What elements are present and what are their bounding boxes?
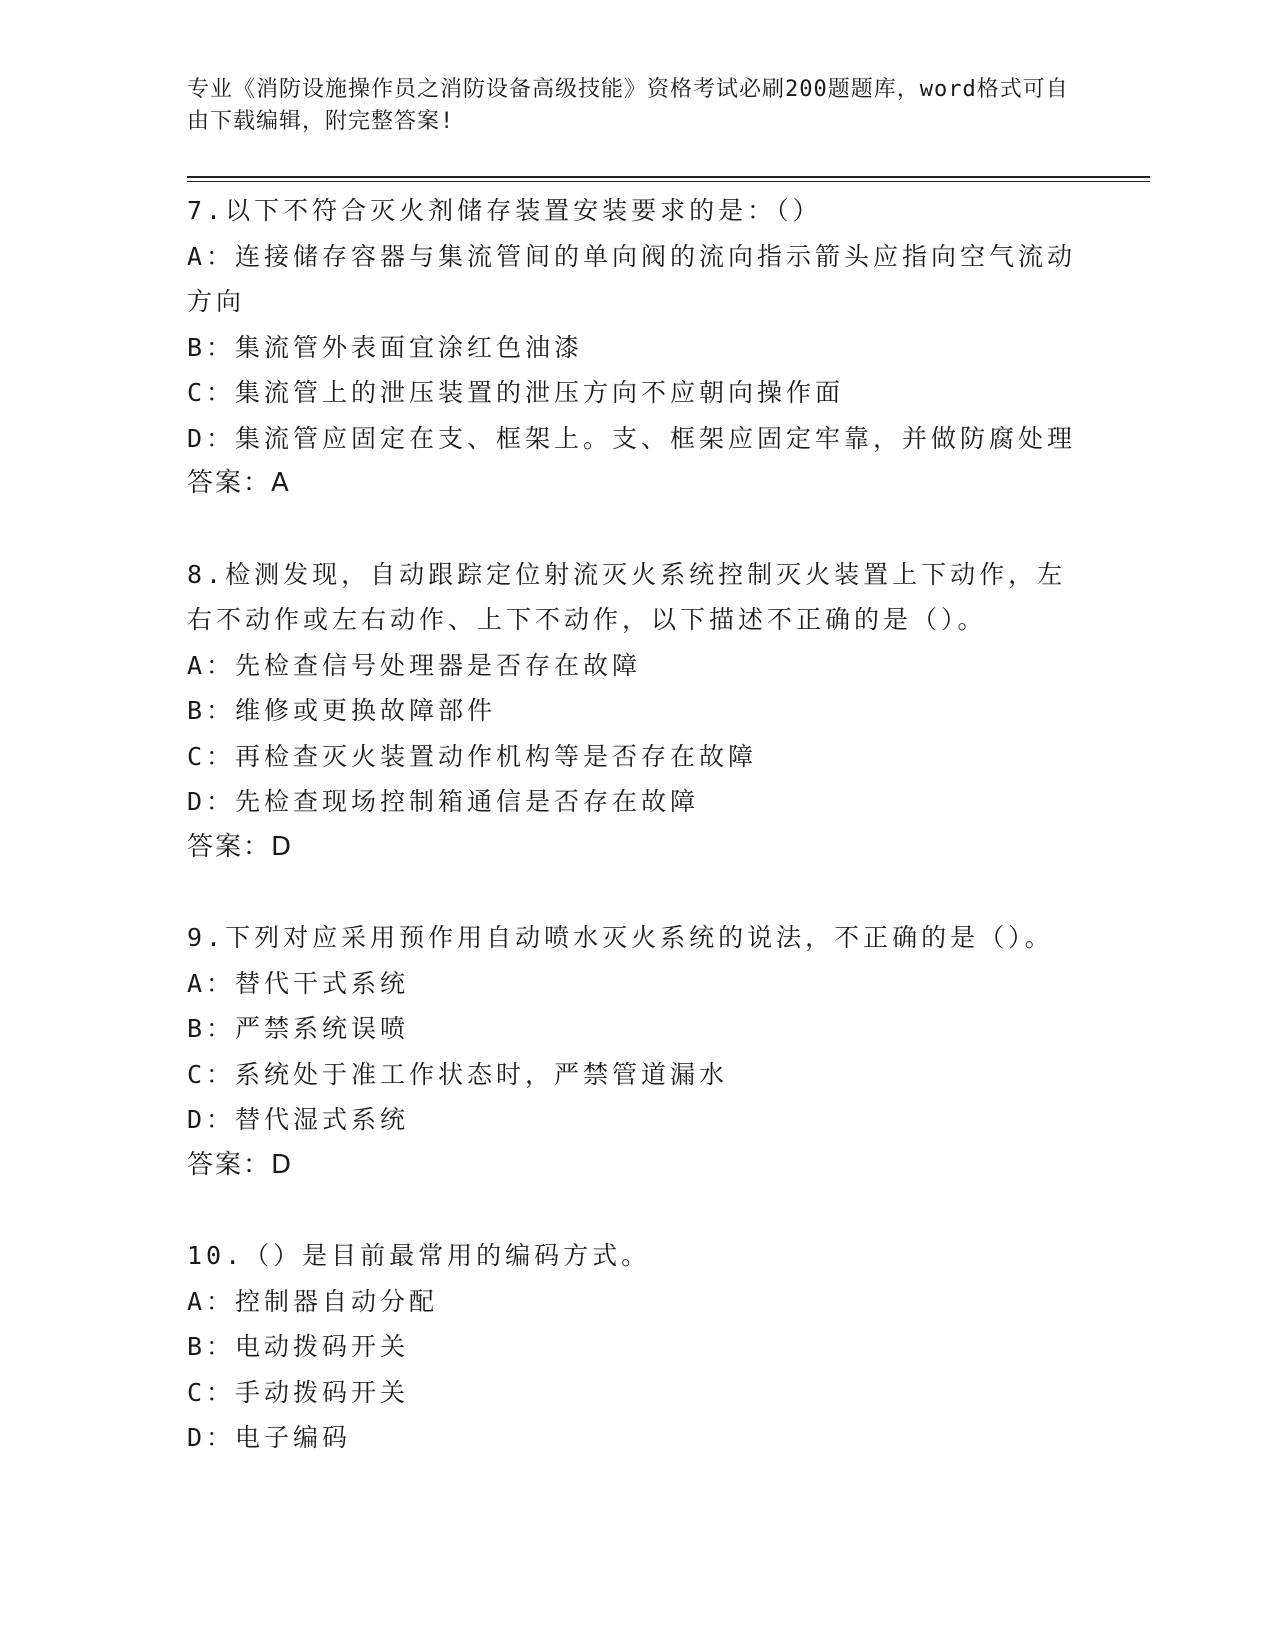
answer: 答案：D bbox=[187, 1149, 294, 1180]
option-b: B：集流管外表面宜涂红色油漆 bbox=[187, 332, 584, 362]
document-header: 专业《消防设施操作员之消防设备高级技能》资格考试必刷200题题库，word格式可自由下载编辑，附完整答案! bbox=[187, 77, 1069, 134]
option-a: A：连接储存容器与集流管间的单向阀的流向指示箭头应指向空气流动方向 bbox=[187, 241, 1077, 316]
option-d: D：电子编码 bbox=[187, 1423, 352, 1452]
option-a: A：替代干式系统 bbox=[187, 968, 410, 998]
option-a: A：先检查信号处理器是否存在故障 bbox=[187, 650, 642, 680]
header-divider-thin bbox=[187, 181, 1150, 182]
option-b: B：严禁系统误喷 bbox=[187, 1014, 410, 1043]
question-9 bbox=[187, 915, 1087, 1188]
option-d: D：替代湿式系统 bbox=[187, 1105, 410, 1134]
header-divider-thick bbox=[187, 176, 1150, 178]
question-stem: 7.以下不符合灭火剂储存装置安装要求的是：（） bbox=[187, 196, 822, 225]
question-stem: 9.下列对应采用预作用自动喷水灭火系统的说法，不正确的是（）。 bbox=[187, 923, 1054, 952]
question-7 bbox=[187, 188, 1087, 507]
question-list bbox=[187, 188, 1087, 1461]
option-b: B：电动拨码开关 bbox=[187, 1332, 410, 1361]
question-8 bbox=[187, 552, 1087, 871]
option-d: D：先检查现场控制箱通信是否存在故障 bbox=[187, 787, 700, 816]
option-c: C：系统处于准工作状态时，严禁管道漏水 bbox=[187, 1059, 729, 1089]
answer: 答案：D bbox=[187, 831, 294, 862]
question-stem: 10.（）是目前最常用的编码方式。 bbox=[187, 1241, 651, 1270]
option-b: B：维修或更换故障部件 bbox=[187, 696, 497, 725]
option-c: C：再检查灭火装置动作机构等是否存在故障 bbox=[187, 741, 758, 771]
answer: 答案：A bbox=[187, 468, 291, 498]
option-a: A：控制器自动分配 bbox=[187, 1286, 439, 1316]
question-stem: 8.检测发现，自动跟踪定位射流灭火系统控制灭火装置上下动作，左右不动作或左右动作、上下不动作，以下描述不正确的是（）。 bbox=[187, 559, 1067, 634]
question-10 bbox=[187, 1233, 1087, 1461]
option-d: D：集流管应固定在支、框架上。支、框架应固定牢靠，并做防腐处理 bbox=[187, 423, 1077, 453]
option-c: C：手动拨码开关 bbox=[187, 1377, 410, 1407]
option-c: C：集流管上的泄压装置的泄压方向不应朝向操作面 bbox=[187, 378, 845, 407]
